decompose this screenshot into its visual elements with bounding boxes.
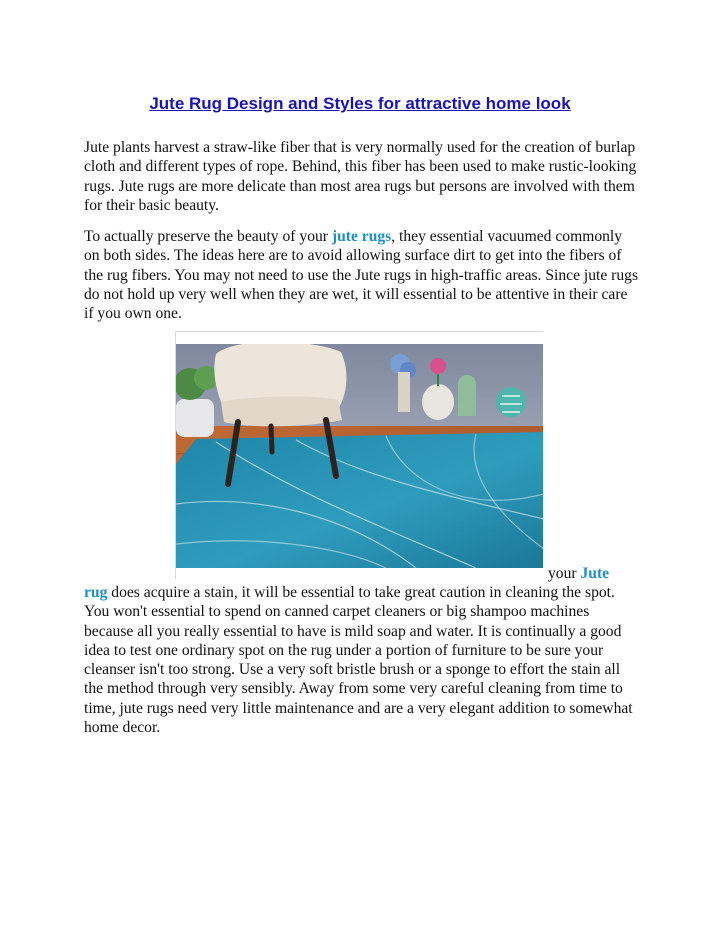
paragraph-stain-lead-text: your xyxy=(548,565,581,582)
paragraph-stain-lead xyxy=(548,564,609,583)
paragraph-stain-text: does acquire a stain, it will be essential to take great caution in cleaning the spot. You won't essential to spend on canned carpet cleaners or big shampoo machines because all you really essential to have is mild soap and water. It is continually a good idea to test one ordinary spot on the rug under a portion of furniture to be sure your cleanser isn't too strong. Use a very soft bristle brush or a sponge to effort the stain all the method through very sensibly. Away from some very careful cleaning from time to time, jute rugs need very little maintenance and are a very elegant addition to somewhat home decor. xyxy=(84,584,633,737)
jute-rug-link-part2[interactable]: rug xyxy=(84,584,108,601)
plant-pot-left xyxy=(176,399,214,437)
rug-photo xyxy=(175,331,543,579)
paragraph-stain xyxy=(84,583,640,737)
rug-room-illustration xyxy=(176,344,543,568)
paragraph-care-text-after: , they essential vacuumed commonly on both sides. The ideas here are to avoid allowing surface dirt to get into the fibers of the rug fibers. You may not need to use the Jute rugs in high-traffic areas. Since jute rugs do not hold up very well when they are wet, it will essential to be attentive in their care if you own one. xyxy=(84,228,639,323)
paragraph-care-text-before: To actually preserve the beauty of your xyxy=(84,228,332,245)
jute-rug-link-part1[interactable]: Jute xyxy=(580,565,610,582)
paragraph-care xyxy=(84,227,640,323)
paragraph-intro: Jute plants harvest a straw-like fiber that is very normally used for the creation of burlap cloth and different types of rope. Behind, this fiber has been used to make rustic-looking rugs. Jute rugs are more delicate than most area rugs but persons are involved with them for their basic beauty. xyxy=(84,139,637,214)
jute-rugs-link[interactable]: jute rugs xyxy=(331,228,392,245)
page-title: Jute Rug Design and Styles for attractive home look xyxy=(149,94,571,113)
